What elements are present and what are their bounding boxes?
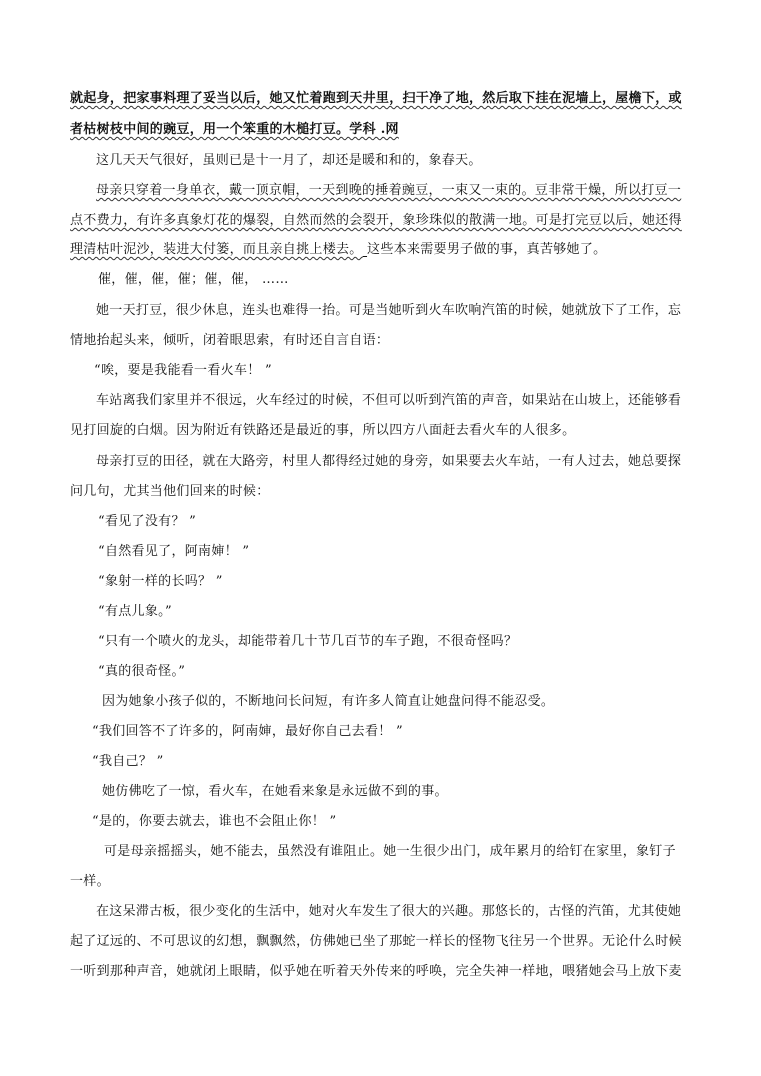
text-line [92,814,336,830]
text-segment: 见打回旋的白烟。因为附近有铁路还是最近的事，所以四方八面赶去看火车的人很多。 [70,423,576,438]
text-segment: 点不费力，有许多真象灯花的爆裂，自然而然的会裂开，象珍珠似的散满一地。可是打完豆以后，她还得 [70,213,682,228]
text-segment: “看见了没有？ ” [98,514,197,529]
text-line [98,514,196,530]
text-segment: 她仿佛吃了一惊，看火车，在她看来象是永远做不到的事。 [102,784,448,799]
text-segment: 在这呆滞古板，很少变化的生活中，她对火车发生了很大的兴趣。那悠长的，古怪的汽笛，尤其使她 [96,904,682,919]
text-line [70,242,606,258]
text-segment: 母亲只穿着一身单衣，戴一顶京帽，一天到晚的捶着豌豆，一束又一束的。豆非常干燥，所以打豆一 [96,183,682,198]
text-line [98,544,249,560]
text-segment: “唉，要是我能看一看火车！ ” [94,363,272,378]
text-segment: 者枯树枝中间的豌豆，用一个笨重的木槌打豆。学科 .网 [70,122,399,137]
text-segment: “自然看见了，阿南婶！ ” [98,544,250,559]
text-segment: 就起身，把家事料理了妥当以后，她又忙着跑到天井里，扫干净了地，然后取下挂在泥墙上，屋檐下，或 [70,91,682,106]
text-line [98,604,172,620]
text-line [94,363,272,379]
text-line [70,122,399,138]
text-line [98,634,517,650]
text-segment: 可是母亲摇摇头，她不能去，虽然没有谁阻止。她一生很少出门，成年累月的给钉在家里，象钉子 [104,844,676,859]
text-line [70,874,110,890]
text-segment: 她一天打豆，很少休息，连头也难得一抬。可是当她听到火车吹响汽笛的时候，她就放下了工作，忘 [96,303,682,318]
text-line [70,423,575,439]
text-line [70,934,682,950]
text-segment: 母亲打豆的田径，就在大路旁，村里人都得经过她的身旁，如果要去火车站，一有人过去，她总要探 [96,454,682,469]
text-line [70,333,389,349]
text-line [96,904,681,920]
text-segment: 一样。 [70,874,110,889]
text-line [98,272,289,288]
text-line [70,964,682,980]
text-line [96,183,681,199]
text-line [70,91,682,107]
text-segment: “是的，你要去就去，谁也不会阻止你！ ” [92,814,337,829]
text-line [92,754,164,770]
text-line [70,484,270,500]
text-line [104,844,676,860]
text-segment: “我自己？ ” [92,754,164,769]
text-segment: 因为她象小孩子似的，不断地问长问短，有许多人简直让她盘问得不能忍受。 [102,694,555,709]
text-segment: 这几天天气很好，虽则已是十一月了，却还是暖和和的，象春天。 [96,153,482,168]
text-line [92,724,403,740]
text-line [98,664,185,680]
text-line [98,574,223,590]
text-line [96,393,681,409]
text-segment: 理清枯叶泥沙，装进大付篓，而且亲自挑上楼去。 [70,242,363,257]
text-segment: “有点儿象。” [98,604,172,619]
text-line [96,454,681,470]
text-line [96,303,681,319]
text-segment: “只有一个喷火的龙头，却能带着几十节几百节的车子跑，不很奇怪吗？ [98,634,518,649]
text-line [70,213,682,229]
text-segment: “我们回答不了许多的，阿南婶，最好你自己去看！ ” [92,724,403,739]
text-segment: 催，催，催，催；催，催， …… [98,272,289,287]
text-segment: 车站离我们家里并不很远，火车经过的时候，不但可以听到汽笛的声音，如果站在山坡上，还能够看 [96,393,682,408]
text-line [102,694,554,710]
text-segment: “象射一样的长吗？ ” [98,574,223,589]
text-line [102,784,448,800]
text-segment: 情地抬起头来，倾听，闭着眼思索，有时还自言自语： [70,333,390,348]
text-segment: 一听到那种声音，她就闭上眼睛，似乎她在听着天外传来的呼唤，完全失神一样地，喂猪她会马上放下麦 [70,964,682,979]
text-segment: 问几句，尤其当他们回来的时候： [70,484,270,499]
text-segment: 这些本来需要男子做的事，真苦够她了。 [367,242,607,257]
text-line [96,153,482,169]
text-segment: 起了辽远的、不可思议的幻想，飘飘然，仿佛她已坐了那蛇一样长的怪物飞往另一个世界。无论什么时候 [70,934,682,949]
text-segment: “真的很奇怪。” [98,664,186,679]
